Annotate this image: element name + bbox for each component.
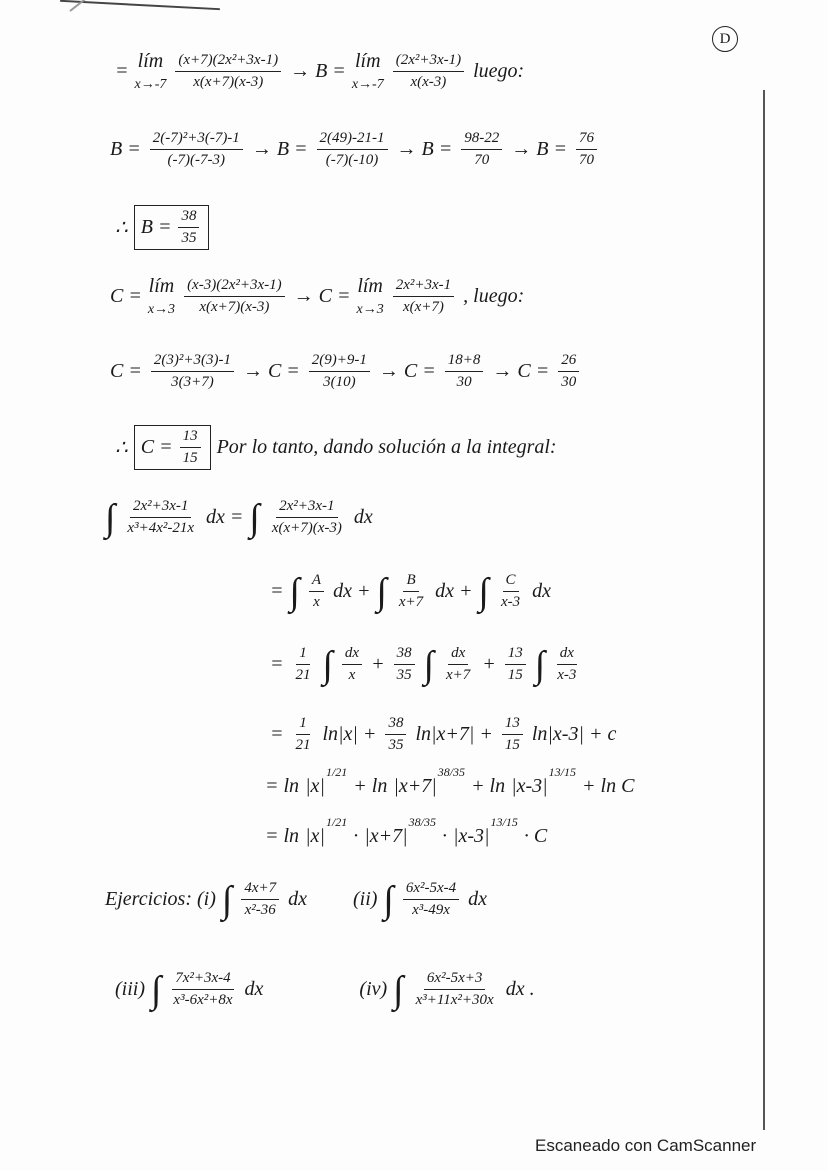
denominator: x xyxy=(313,594,320,610)
fraction xyxy=(170,970,235,1009)
math-text: · xyxy=(442,825,447,847)
math-text: (ii) xyxy=(352,888,378,910)
math-text: = xyxy=(115,60,129,82)
math-text: + ln C xyxy=(582,775,635,797)
integral-sign: ∫ xyxy=(478,570,489,613)
integral-sign: ∫ xyxy=(393,968,404,1011)
limit xyxy=(148,275,175,318)
denominator: 35 xyxy=(388,737,404,753)
limit xyxy=(352,50,384,93)
math-text: = xyxy=(270,580,284,602)
numerator: A xyxy=(309,572,324,592)
math-text: dx xyxy=(353,506,373,528)
integral-sign: ∫ xyxy=(376,570,387,613)
denominator: 21 xyxy=(295,737,311,753)
fraction xyxy=(151,352,234,391)
numerator: 38 xyxy=(385,715,406,735)
math-text: + xyxy=(371,653,385,675)
denominator: x(x+7)(x-3) xyxy=(271,520,342,536)
denominator: x(x+7) xyxy=(402,299,444,315)
math-text: = ln xyxy=(265,775,300,797)
math-text: ln|x+7| + xyxy=(415,723,493,745)
math-text: = xyxy=(270,723,284,745)
integral-sign: ∫ xyxy=(534,643,546,686)
numerator: 38 xyxy=(394,645,415,665)
denominator: 30 xyxy=(456,374,472,390)
denominator: (-7)(-7-3) xyxy=(167,152,225,168)
math-text: (iii) xyxy=(115,978,145,1000)
denominator: x xyxy=(348,667,356,683)
power xyxy=(393,765,466,798)
denominator: 35 xyxy=(181,230,197,246)
denominator: x³+11x²+30x xyxy=(415,992,494,1008)
denominator: 15 xyxy=(504,737,520,753)
base: |x+7| xyxy=(393,775,437,797)
numerator: 18+8 xyxy=(445,352,484,372)
numerator: 13 xyxy=(505,645,526,665)
power xyxy=(364,815,436,848)
numerator: (x-3)(2x²+3x-1) xyxy=(184,277,285,297)
numerator: 2(49)-21-1 xyxy=(317,130,388,150)
math-text: luego: xyxy=(473,60,525,82)
math-text: + ln xyxy=(471,775,506,797)
math-text: → C = xyxy=(378,360,436,382)
math-text: → C = xyxy=(293,285,351,307)
base: |x-3| xyxy=(453,825,490,847)
denominator: x³+4x²-21x xyxy=(127,520,195,536)
math-text: (iv) xyxy=(359,978,388,1000)
fraction xyxy=(293,645,314,684)
b-evaluation-line xyxy=(110,130,600,169)
numerator: 2(3)²+3(3)-1 xyxy=(151,352,234,372)
power xyxy=(511,765,577,798)
denominator: 35 xyxy=(396,667,412,683)
numerator: 2x²+3x-1 xyxy=(276,498,337,518)
boxed-result xyxy=(134,425,211,470)
numerator: 6x²-5x+3 xyxy=(424,970,485,990)
exponent: 13/15 xyxy=(548,765,577,779)
page-edge-right xyxy=(763,90,765,1130)
math-text: → C = xyxy=(492,360,550,382)
limit xyxy=(356,275,383,318)
numerator: 26 xyxy=(558,352,579,372)
denominator: x(x+7)(x-3) xyxy=(199,299,270,315)
numerator: 2(9)+9-1 xyxy=(309,352,370,372)
math-text: B = xyxy=(110,138,141,160)
math-text: → B = xyxy=(396,138,453,160)
numerator: 2(-7)²+3(-7)-1 xyxy=(150,130,243,150)
numerator: (x+7)(2x²+3x-1) xyxy=(175,52,281,72)
limit-b-line xyxy=(115,50,524,93)
integral-sign: ∫ xyxy=(151,968,162,1011)
math-text: Por lo tanto, dando solución a la integral: xyxy=(216,436,557,458)
denominator: x-3 xyxy=(500,594,521,610)
numerator: 1 xyxy=(296,645,310,665)
partial-fractions-line xyxy=(270,572,551,611)
final-result-line xyxy=(265,815,548,848)
limit-word: lím xyxy=(137,50,164,72)
limit-subscript: x→-7 xyxy=(134,77,167,92)
fraction xyxy=(269,498,345,537)
numerator: dx xyxy=(448,645,468,665)
integral-decomposition xyxy=(105,498,373,537)
integral-sign: ∫ xyxy=(383,878,394,921)
fraction xyxy=(393,52,464,91)
power xyxy=(305,815,348,848)
denominator: x-3 xyxy=(557,667,577,683)
numerator: dx xyxy=(342,645,362,665)
math-text: → B = xyxy=(511,138,567,160)
fraction xyxy=(394,645,415,684)
fraction xyxy=(554,645,579,684)
math-text: dx xyxy=(468,888,488,910)
numerator: 98-22 xyxy=(461,130,502,150)
denominator: 15 xyxy=(507,667,523,683)
math-text: C = xyxy=(110,360,142,382)
numerator: dx xyxy=(557,645,577,665)
math-text: dx + xyxy=(333,580,371,602)
limit-word: lím xyxy=(354,50,381,72)
fraction xyxy=(498,572,523,611)
exponent: 1/21 xyxy=(325,815,348,829)
fraction xyxy=(385,715,406,754)
math-text: C = xyxy=(140,436,173,458)
denominator: x²-36 xyxy=(244,902,276,918)
fraction xyxy=(443,645,473,684)
numerator: 1 xyxy=(296,715,310,735)
coefficients-line xyxy=(270,645,582,684)
math-text: · C xyxy=(523,825,548,847)
fraction xyxy=(558,352,579,391)
base: |x+7| xyxy=(364,825,408,847)
integral-sign: ∫ xyxy=(105,496,116,539)
fraction xyxy=(180,428,201,467)
base: |x| xyxy=(305,775,325,797)
exercises-row-1 xyxy=(105,880,487,919)
fraction xyxy=(396,572,426,611)
integral-sign: ∫ xyxy=(221,878,233,921)
fraction xyxy=(309,572,324,611)
denominator: 70 xyxy=(578,152,594,168)
camscanner-watermark: Escaneado con CamScanner xyxy=(535,1136,757,1155)
math-text: dx = xyxy=(206,506,244,528)
denominator: x(x+7)(x-3) xyxy=(193,74,264,90)
fraction xyxy=(124,498,197,537)
fraction xyxy=(184,277,285,316)
base: |x| xyxy=(305,825,325,847)
fraction xyxy=(317,130,388,169)
limit-word: lím xyxy=(357,275,383,297)
denominator: 3(3+7) xyxy=(171,374,214,390)
power xyxy=(453,815,518,848)
numerator: 38 xyxy=(178,208,199,228)
fraction xyxy=(505,645,526,684)
fraction xyxy=(241,880,279,919)
denominator: 30 xyxy=(561,374,577,390)
math-text: C = xyxy=(110,285,142,307)
math-text: ∴ xyxy=(115,437,128,459)
math-text: = xyxy=(270,653,284,675)
math-text: B = xyxy=(140,216,172,238)
log-result-line xyxy=(270,715,616,754)
numerator: (2x²+3x-1) xyxy=(393,52,464,72)
math-text: ∴ xyxy=(115,217,128,239)
fraction xyxy=(461,130,502,169)
fraction xyxy=(403,880,459,919)
limit-subscript: x→-7 xyxy=(351,77,384,92)
numerator: 13 xyxy=(502,715,523,735)
denominator: 70 xyxy=(474,152,490,168)
integral-sign: ∫ xyxy=(423,643,435,686)
log-power-line xyxy=(265,765,635,798)
denominator: x+7 xyxy=(398,594,424,610)
math-text: dx xyxy=(288,888,307,910)
math-text: Ejercicios: (i) xyxy=(105,888,216,910)
math-text: ln|x-3| + c xyxy=(531,723,617,745)
fraction xyxy=(293,715,314,754)
limit xyxy=(135,50,167,93)
numerator: 2x²+3x-1 xyxy=(130,498,191,518)
fraction xyxy=(576,130,597,169)
numerator: B xyxy=(403,572,418,592)
denominator: x+7 xyxy=(446,667,471,683)
denominator: x³-49x xyxy=(412,902,450,918)
base: |x-3| xyxy=(511,775,548,797)
math-text: , luego: xyxy=(463,285,525,307)
numerator: 6x²-5x-4 xyxy=(403,880,459,900)
integral-sign: ∫ xyxy=(249,496,260,539)
exponent: 38/35 xyxy=(408,815,436,829)
page-edge xyxy=(60,0,220,10)
fraction xyxy=(342,645,362,684)
page-mark: D xyxy=(712,26,738,52)
limit-subscript: x→3 xyxy=(356,302,384,317)
fraction xyxy=(309,352,370,391)
c-result-line xyxy=(115,425,557,470)
fraction xyxy=(393,277,454,316)
boxed-result xyxy=(134,205,210,250)
numerator: 76 xyxy=(576,130,597,150)
exercises-row-2 xyxy=(115,970,535,1009)
denominator: 21 xyxy=(295,667,311,683)
numerator: 4x+7 xyxy=(241,880,279,900)
c-evaluation-line xyxy=(110,352,582,391)
math-text: · xyxy=(353,825,359,847)
b-result xyxy=(115,205,209,250)
exponent: 1/21 xyxy=(325,765,348,779)
fraction xyxy=(178,208,199,247)
numerator: 7x²+3x-4 xyxy=(172,970,233,990)
math-text: dx . xyxy=(505,978,535,1000)
math-text: dx + xyxy=(435,580,473,602)
integral-sign: ∫ xyxy=(322,643,333,686)
math-text: + xyxy=(482,653,496,675)
math-text: + ln xyxy=(353,775,388,797)
fraction xyxy=(502,715,523,754)
denominator: x³-6x²+8x xyxy=(173,992,233,1008)
exponent: 13/15 xyxy=(490,815,518,829)
exponent: 38/35 xyxy=(437,765,466,779)
limit-word: lím xyxy=(148,275,175,297)
math-text: dx xyxy=(532,580,552,602)
math-text: → C = xyxy=(242,360,300,382)
fraction xyxy=(175,52,281,91)
math-text: = ln xyxy=(265,825,300,847)
fraction xyxy=(445,352,484,391)
fraction xyxy=(413,970,497,1009)
numerator: C xyxy=(503,572,519,592)
math-text: ln|x| + xyxy=(322,723,377,745)
denominator: x(x-3) xyxy=(410,74,447,90)
limit-subscript: x→3 xyxy=(147,302,176,317)
math-text: → B = xyxy=(251,138,308,160)
numerator: 13 xyxy=(180,428,201,448)
denominator: 15 xyxy=(182,450,198,466)
power xyxy=(305,765,348,798)
math-text: dx xyxy=(244,978,264,1000)
math-text: → B = xyxy=(290,60,346,82)
fraction xyxy=(150,130,243,169)
limit-c-line xyxy=(110,275,524,318)
denominator: (-7)(-10) xyxy=(325,152,379,168)
numerator: 2x²+3x-1 xyxy=(393,277,454,297)
denominator: 3(10) xyxy=(323,374,356,390)
integral-sign: ∫ xyxy=(289,570,300,613)
